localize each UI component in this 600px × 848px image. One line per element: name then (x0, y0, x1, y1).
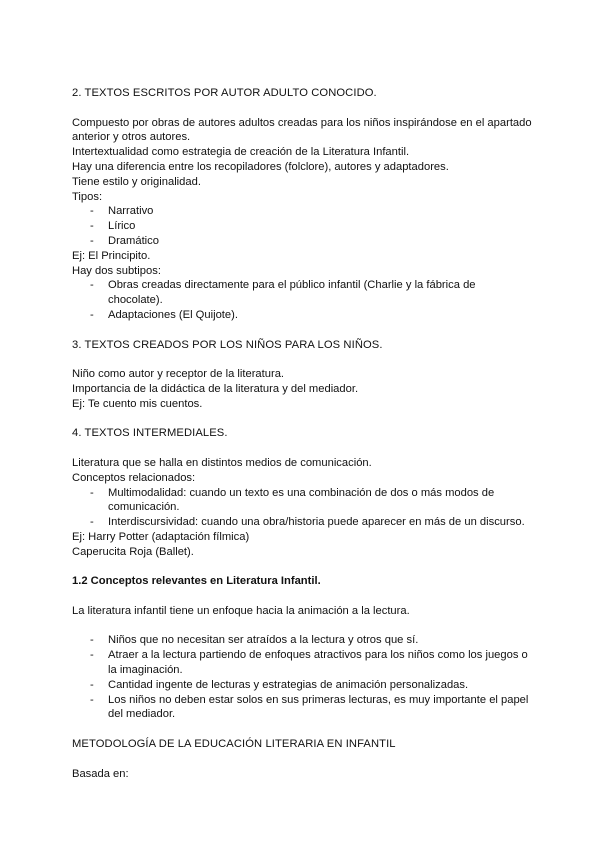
methodology-heading: METODOLOGÍA DE LA EDUCACIÓN LITERARIA EN INFANTIL (72, 738, 396, 751)
paragraph-line: Intertextualidad como estrategia de creación de la Literatura Infantil. (72, 146, 410, 159)
list-item: - Atraer a la lectura partiendo de enfoques atractivos para los niños como los juegos o la imaginación. (72, 648, 532, 678)
paragraph-line: Compuesto por obras de autores adultos creadas para los niños inspirándose en el apartado anterior y otros autores. (72, 116, 532, 144)
based-on-line: Basada en: (72, 767, 129, 780)
example-line: Caperucita Roja (Ballet). (72, 545, 194, 558)
section-3-heading: 3. TEXTOS CREADOS POR LOS NIÑOS PARA LOS NIÑOS. (72, 338, 383, 351)
paragraph-line: Hay una diferencia entre los recopiladores (folclore), autores y adaptadores. (72, 160, 449, 173)
paragraph-line: La literatura infantil tiene un enfoque hacia la animación a la lectura. (72, 604, 410, 617)
types-list (72, 204, 532, 248)
list-item: - Lírico (72, 219, 532, 234)
list-item: - Dramático (72, 234, 532, 249)
paragraph-line: Ej: Te cuento mis cuentos. (72, 397, 203, 410)
list-item: - Niños que no necesitan ser atraídos a la lectura y otros que sí. (72, 633, 532, 648)
list-item: - Multimodalidad: cuando un texto es una combinación de dos o más modos de comunicación. (72, 486, 532, 516)
section-2-heading: 2. TEXTOS ESCRITOS POR AUTOR ADULTO CONOCIDO. (72, 87, 377, 99)
list-item: - Cantidad ingente de lecturas y estrategias de animación personalizadas. (72, 678, 532, 693)
example-line: Ej: Harry Potter (adaptación fílmica) (72, 530, 250, 543)
subtypes-list (72, 278, 532, 322)
document-page (72, 86, 532, 781)
paragraph-line: Hay dos subtipos: (72, 264, 161, 277)
list-item: - Interdiscursividad: cuando una obra/historia puede aparecer en más de un discurso. (72, 515, 532, 530)
list-item: - Los niños no deben estar solos en sus primeras lecturas, es muy importante el papel del mediador. (72, 693, 532, 723)
paragraph-line: Niño como autor y receptor de la literatura. (72, 368, 285, 381)
list-item: - Narrativo (72, 204, 532, 219)
paragraph-line: Literatura que se halla en distintos medios de comunicación. (72, 456, 372, 469)
list-item: - Obras creadas directamente para el público infantil (Charlie y la fábrica de chocolate). (72, 278, 532, 308)
section-1-2-heading: 1.2 Conceptos relevantes en Literatura Infantil. (72, 575, 321, 588)
paragraph-line: Tiene estilo y originalidad. (72, 175, 201, 188)
section-4-heading: 4. TEXTOS INTERMEDIALES. (72, 427, 228, 440)
paragraph-line: Conceptos relacionados: (72, 471, 196, 484)
example-line: Ej: El Principito. (72, 249, 151, 262)
points-list (72, 633, 532, 722)
list-item: - Adaptaciones (El Quijote). (72, 308, 532, 323)
paragraph-line: Tipos: (72, 190, 103, 203)
paragraph-line: Importancia de la didáctica de la literatura y del mediador. (72, 382, 359, 395)
concepts-list (72, 486, 532, 530)
